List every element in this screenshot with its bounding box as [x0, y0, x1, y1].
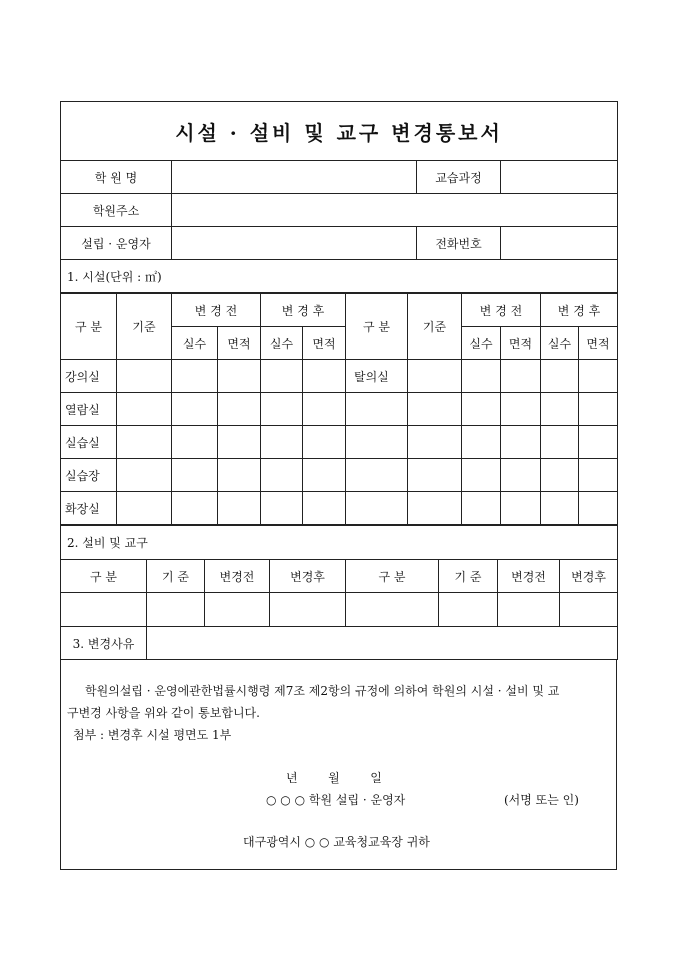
- facility-cell[interactable]: [408, 426, 462, 459]
- rooms-header: 실수: [172, 327, 218, 360]
- facility-cell[interactable]: [501, 360, 541, 393]
- facility-cell[interactable]: [172, 459, 218, 492]
- facility-cell[interactable]: [462, 426, 501, 459]
- facility-cell[interactable]: [117, 459, 172, 492]
- equipment-cell[interactable]: [498, 593, 560, 627]
- attachment-note: 첨부 : 변경후 시설 평면도 1부: [73, 728, 232, 742]
- facility-cell[interactable]: [218, 360, 261, 393]
- facility-cell[interactable]: [218, 492, 261, 525]
- facilities-section-title: 1. 시설(단위 : ㎡): [61, 260, 618, 293]
- course-field[interactable]: [501, 161, 618, 194]
- facility-cell[interactable]: [462, 459, 501, 492]
- facility-cell[interactable]: [408, 459, 462, 492]
- facility-cell[interactable]: [501, 492, 541, 525]
- rooms-header: 실수: [462, 327, 501, 360]
- facility-cell[interactable]: [218, 426, 261, 459]
- area-header: 면적: [579, 327, 618, 360]
- facility-cell[interactable]: [172, 360, 218, 393]
- header-table: [60, 101, 618, 293]
- facility-name: [346, 393, 408, 426]
- equipment-cell[interactable]: [439, 593, 498, 627]
- statement-line-2: 구변경 사항을 위와 같이 통보합니다.: [67, 706, 260, 720]
- facility-cell[interactable]: [501, 459, 541, 492]
- facility-cell[interactable]: [541, 393, 579, 426]
- academy-name-field[interactable]: [172, 161, 417, 194]
- standard-header: 기 준: [147, 560, 205, 593]
- address-field[interactable]: [172, 194, 618, 227]
- facility-cell[interactable]: [172, 492, 218, 525]
- phone-field[interactable]: [501, 227, 618, 260]
- facility-cell[interactable]: [261, 360, 303, 393]
- course-label: 교습과정: [417, 161, 501, 194]
- before-header: 변경전: [205, 560, 270, 593]
- facility-cell[interactable]: [117, 426, 172, 459]
- facility-name: 실습실: [61, 426, 117, 459]
- facility-cell[interactable]: [501, 426, 541, 459]
- facility-cell[interactable]: [579, 492, 618, 525]
- facility-cell[interactable]: [218, 393, 261, 426]
- facility-cell[interactable]: [579, 459, 618, 492]
- rooms-header: 실수: [541, 327, 579, 360]
- standard-header: 기준: [117, 294, 172, 360]
- operator-label: 설립 · 운영자: [61, 227, 172, 260]
- equipment-cell[interactable]: [560, 593, 618, 627]
- change-notice-form: [60, 101, 617, 870]
- statement-line-1: 학원의설립 · 운영에관한법률시행령 제7조 제2항의 규정에 의하여 학원의 시설 · 설비 및 교: [85, 684, 560, 698]
- facility-name: [346, 492, 408, 525]
- addressee-line: 대구광역시 ○ ○ 교육청교육장 귀하: [243, 835, 430, 849]
- reason-label: 3. 변경사유: [61, 627, 147, 660]
- facility-name: 열람실: [61, 393, 117, 426]
- address-label: 학원주소: [61, 194, 172, 227]
- facility-row: [61, 426, 618, 459]
- equipment-cell[interactable]: [61, 593, 147, 627]
- facility-cell[interactable]: [303, 360, 346, 393]
- facility-cell[interactable]: [261, 492, 303, 525]
- facility-row: [61, 492, 618, 525]
- facility-cell[interactable]: [579, 360, 618, 393]
- facility-cell[interactable]: [117, 393, 172, 426]
- facility-cell[interactable]: [303, 393, 346, 426]
- after-header: 변 경 후: [541, 294, 618, 327]
- facility-name: 화장실: [61, 492, 117, 525]
- facility-cell[interactable]: [541, 492, 579, 525]
- phone-label: 전화번호: [417, 227, 501, 260]
- equipment-table: [60, 525, 618, 660]
- after-header: 변경후: [270, 560, 346, 593]
- category-header: 구 분: [61, 560, 147, 593]
- after-header: 변경후: [560, 560, 618, 593]
- facility-name: 탈의실: [346, 360, 408, 393]
- facility-name: [346, 459, 408, 492]
- equipment-cell[interactable]: [346, 593, 439, 627]
- statement-section: [60, 660, 617, 870]
- facility-name: [346, 426, 408, 459]
- equipment-cell[interactable]: [205, 593, 270, 627]
- facility-cell[interactable]: [172, 426, 218, 459]
- equipment-cell[interactable]: [147, 593, 205, 627]
- facility-cell[interactable]: [117, 492, 172, 525]
- facility-cell[interactable]: [462, 492, 501, 525]
- facility-row: [61, 459, 618, 492]
- facility-cell[interactable]: [462, 360, 501, 393]
- academy-name-label: 학 원 명: [61, 161, 172, 194]
- category-header: 구 분: [61, 294, 117, 360]
- equipment-cell[interactable]: [270, 593, 346, 627]
- facility-cell[interactable]: [303, 492, 346, 525]
- facility-cell[interactable]: [579, 393, 618, 426]
- facility-cell[interactable]: [541, 459, 579, 492]
- before-header: 변경전: [498, 560, 560, 593]
- facility-cell[interactable]: [408, 360, 462, 393]
- date-line: 년 월 일: [286, 771, 382, 785]
- facility-cell[interactable]: [462, 393, 501, 426]
- facility-cell[interactable]: [218, 459, 261, 492]
- form-title: 시설 · 설비 및 교구 변경통보서: [61, 102, 618, 161]
- standard-header: 기준: [408, 294, 462, 360]
- before-header: 변 경 전: [462, 294, 541, 327]
- facility-row: [61, 393, 618, 426]
- facility-cell[interactable]: [117, 360, 172, 393]
- facility-cell[interactable]: [261, 459, 303, 492]
- facility-name: 실습장: [61, 459, 117, 492]
- signer-line: ○ ○ ○ 학원 설립 · 운영자: [266, 793, 406, 807]
- area-header: 면적: [218, 327, 261, 360]
- facility-cell[interactable]: [541, 426, 579, 459]
- facility-row: [61, 360, 618, 393]
- equipment-section-title: 2. 설비 및 교구: [61, 526, 618, 560]
- rooms-header: 실수: [261, 327, 303, 360]
- facility-cell[interactable]: [408, 492, 462, 525]
- facility-cell[interactable]: [501, 393, 541, 426]
- facility-cell[interactable]: [303, 459, 346, 492]
- after-header: 변 경 후: [261, 294, 346, 327]
- facility-cell[interactable]: [541, 360, 579, 393]
- before-header: 변 경 전: [172, 294, 261, 327]
- signature-note: (서명 또는 인): [504, 793, 579, 807]
- facility-cell[interactable]: [579, 426, 618, 459]
- facility-cell[interactable]: [303, 426, 346, 459]
- facilities-table: [60, 293, 618, 525]
- category-header: 구 분: [346, 294, 408, 360]
- facility-cell[interactable]: [261, 426, 303, 459]
- reason-field[interactable]: [147, 627, 618, 660]
- facility-name: 강의실: [61, 360, 117, 393]
- category-header: 구 분: [346, 560, 439, 593]
- operator-field[interactable]: [172, 227, 417, 260]
- area-header: 면적: [303, 327, 346, 360]
- facility-cell[interactable]: [261, 393, 303, 426]
- facility-cell[interactable]: [408, 393, 462, 426]
- standard-header: 기 준: [439, 560, 498, 593]
- facility-cell[interactable]: [172, 393, 218, 426]
- area-header: 면적: [501, 327, 541, 360]
